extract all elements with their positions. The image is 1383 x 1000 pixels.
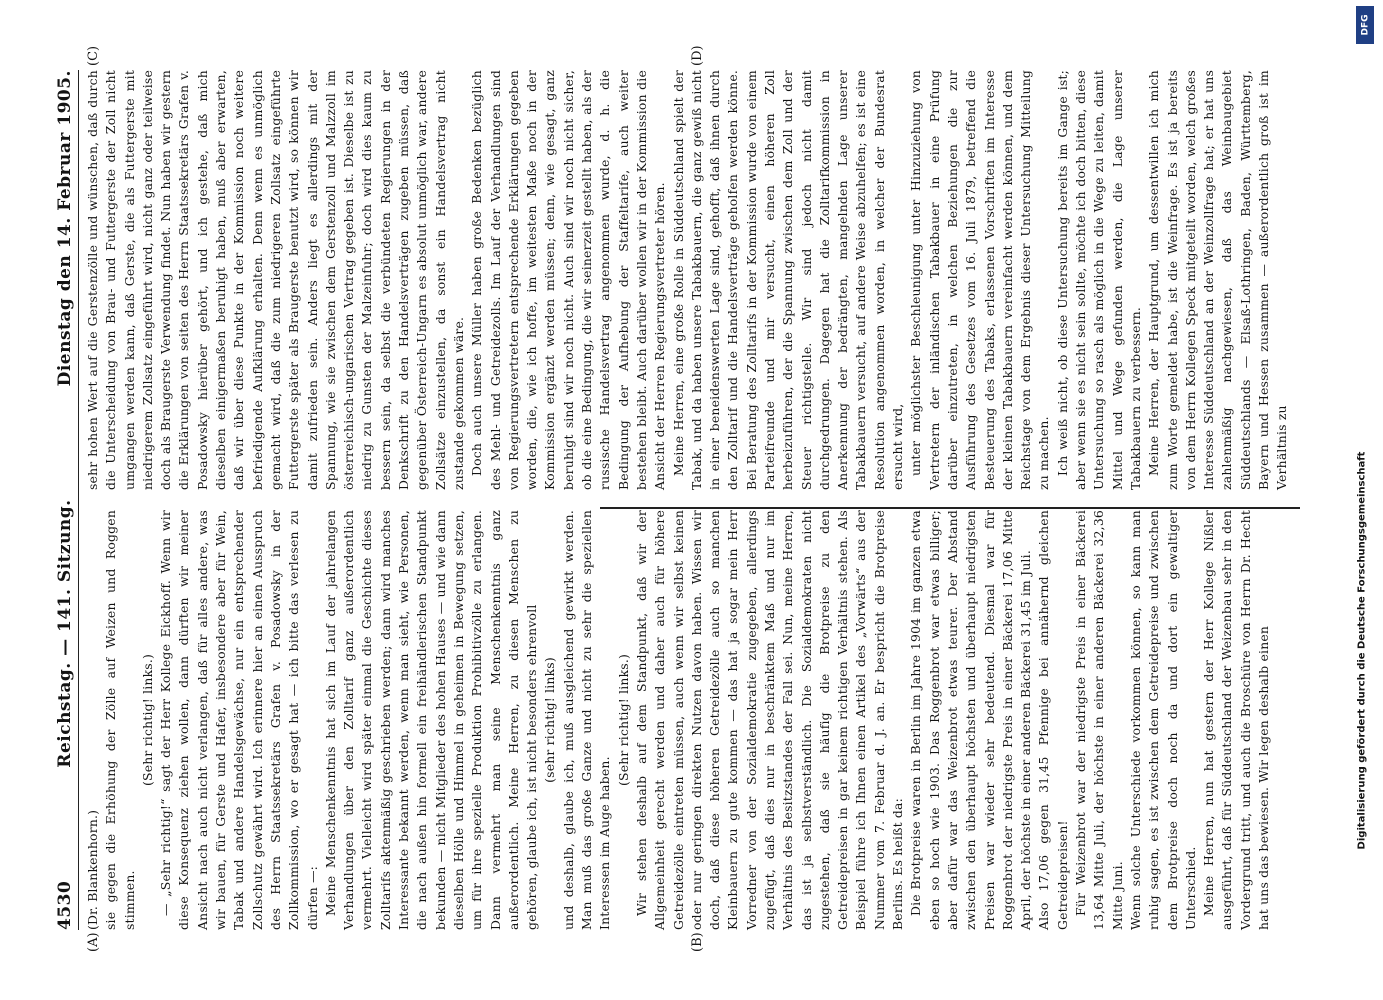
column-divider	[600, 508, 1300, 510]
paragraph: Meine Herren, nun hat gestern der Herr Kollege Nißler ausgeführt, daß für Süddeutschland der Weizenbau sehr in den Vordergrund tritt, und auch die Broschüre von Herrn Dr. Hecht hat uns das bewiesen. Wir legen deshalb einen	[1201, 510, 1271, 930]
margin-mark-d: (D)	[690, 45, 705, 66]
paragraph: Doch auch unsere Müller haben große Bedenken bezüglich des Mehl- und Getreidezolls. Im Lauf der Verhandlungen sind von Regierungsvertretern entsprechende Erklärungen gegeben worden, die, wie ich hoffe, im weitesten Maße noch in der Kommission ergänzt werden müssen; denn, wie gesagt, ganz beruhigt sind wir noch nicht. Auch sind wir noch nicht sicher, ob die eine Bedingung, die wir seinerzeit gestellt haben, als der russische Handelsvertrag angenommen wurde, d. h. die Bedingung der Aufhebung der Staffeltarife, auch weiter bestehen bleibt. Auch darüber wollen wir in der Kommission die Ansicht der Herren Regierungsvertreter hören.	[469, 70, 668, 490]
session-date: Dienstag den 14. Februar 1905.	[55, 70, 75, 387]
paragraph: (Sehr richtig! links.)	[139, 653, 155, 787]
paragraph: (Sehr richtig! links.)	[615, 653, 631, 787]
paragraph: Meine Herren, der Hauptgrund, um dessentwillen ich mich zum Worte gemeldet habe, ist die Weinfrage. Es ist ja bereits von dem Herrn Kollegen Speck mitgeteilt worden, welch großes Interesse Süddeutschland an der Weinzollfrage hat; er hat uns zahlenmäßig nachgewiesen, daß das Weinbaugebiet Süddeutschlands — Elsaß-Lothringen, Baden, Württemberg, Bayern und Hessen zusammen — außerordentlich groß ist im Verhältnis zu	[1146, 70, 1290, 490]
paragraph: — „Sehr richtig!“ sagt der Herr Kollege Eickhoff. Wenn wir diese Konsequenz ziehen wollen, dann dürften wir meiner Ansicht nach auch nicht verlangen, daß für alles andere, was wir bauen, für Gerste und Hafer, insbesondere aber für Wein, Tabak und andere Handelsgewächse, nur ein entsprechender Zollschutz gewährt wird. Ich erinnere hier an einen Ausspruch des Herrn Staatssekretärs Grafen v. Posadowsky in der Zollkommission, wo er gesagt hat — ich bitte das verlesen zu dürfen —:	[158, 510, 320, 930]
paragraph: (Dr. Blankenhorn.)	[85, 809, 100, 930]
paragraph: Also 17,06 gegen 31,45 Pfennige bei annähernd gleichen Getreidepreisen!	[1036, 510, 1070, 930]
digitization-note: Digitalisierung gefördert durch die Deutsche Forschungsgemeinschaft	[1356, 451, 1368, 849]
margin-mark-c: (C)	[86, 45, 101, 66]
left-text-column	[84, 510, 1273, 930]
margin-mark-a: (A)	[86, 932, 101, 952]
paragraph: Die Brotpreise waren in Berlin im Jahre 1904 im ganzen etwa eben so hoch wie 1903. Das Roggenbrot war etwas billiger; aber dafür war das Weizenbrot etwas teurer. Der Abstand zwischen den überhaupt höchsten und überhaupt niedrigsten Preisen war wieder sehr bedeutend. Diesmal war für Roggenbrot der niedrigste Preis in einer Bäckerei 17,06 Mitte April, der höchste in einer anderen Bäckerei 31,45 im Juli.	[908, 510, 1034, 930]
paragraph: Für Weizenbrot war der niedrigste Preis in einer Bäckerei 13,64 Mitte Juli, der höchste in einer anderen Bäckerei 32,36 Mitte Juni.	[1073, 510, 1125, 930]
margin-mark-b: (B)	[690, 932, 705, 952]
session-title: Reichstag. — 141. Sitzung.	[55, 499, 75, 768]
paragraph: Meine Menschenkenntnis hat sich im Lauf der jahrelangen Verhandlungen über den Zolltarif ganz außerordentlich vermehrt. Vielleicht wird später einmal die Geschichte dieses Zolltarifs aktenmäßig geschrieben werden; dann wird manches Interessante bekannt werden, wenn man sieht, wie Personen, die nach außen hin formell ein freihändlerischen Standpunkt bekunden — nicht Mitglieder des hohen Hauses — und wie dann dieselben Hölle und Himmel in geheimen in Bewegung setzen, um für ihre spezielle Produktion Prohibitivzölle zu erlangen. Dann vermehrt man seine Menschenkenntnis ganz außerordentlich. Meine Herren, zu diesen Menschen zu gehören, glaube ich, ist nicht besonders ehrenvoll	[322, 510, 540, 930]
paragraph: Meine Herren, eine große Rolle in Süddeutschland spielt der Tabak, und da haben unsere Tabakbauern, die ganz gewiß nicht in einer beneidenswerten Lage sind, gehofft, daß ihnen durch den Zolltarif und die Handelsverträge geholfen werden könne. Bei Beratung des Zolltarifs in der Kommission wurde von einem Parteifreunde und mir versucht, einen höheren Zoll herbeizuführen, der die Spannung zwischen dem Zoll und der Steuer richtigstelle. Wir sind jedoch nicht damit durchgedrungen. Dagegen hat die Zolltarifkommission in Anerkennung der bedrängten, mangelnden Lage unserer Tabakbauern versucht, auf andere Weise abzuhelfen; es ist eine Resolution angenommen worden, in welcher der Bundesrat ersucht wird,	[670, 70, 906, 490]
paragraph: unter möglichster Beschleunigung unter Hinzuziehung von Vertretern der inländischen Tabakbauer in eine Prüfung darüber einzutreten, in welchen Beziehungen die zur Ausführung des Gesetzes vom 16. Juli 1879, betreffend die Besteuerung des Tabaks, erlassenen Vorschriften im Interesse der kleinen Tabakbauern vereinfacht werden können, und dem Reichstage von dem Ergebnis dieser Untersuchung Mitteilung zu machen.	[908, 70, 1052, 490]
paragraph: sie gegen die Erhöhung der Zölle auf Weizen und Roggen stimmen.	[103, 510, 137, 930]
page-header	[52, 70, 79, 930]
dfg-logo: DFG	[1356, 6, 1374, 44]
paragraph: Wenn solche Unterschiede vorkommen können, so kann man ruhig sagen, es ist zwischen dem Getreidepreise und zwischen dem Brotpreise doch noch da und dort ein gewaltiger Unterschied.	[1127, 510, 1198, 930]
paragraph: Wir stehen deshalb auf dem Standpunkt, daß wir der Allgemeinheit gerecht werden und daher auch für höhere Getreidezölle eintreten müssen, auch wenn wir selbst keinen oder nur geringen direkten Nutzen davon haben. Wissen wir doch, daß diese höheren Getreidezölle auch so manchen Kleinbauern zu gute kommen — das hat ja sogar mein Herr Vorredner von der Sozialdemokratie zugegeben, allerdings zugefügt, daß dies nur in beschränktem Maß und nur im Verhältnis des Besitzstandes der Fall sei. Nun, meine Herren, das ist ja selbstverständlich. Die Sozialdemokraten nicht zugestehen, daß sie häufig die Brotpreise zu den Getreidepreisen in gar keinem richtigen Verhältnis stehen. Als Beispiel führe ich Ihnen einen Artikel des „Vorwärts“ aus der Nummer vom 7. Februar d. J. an. Er bespricht die Brotpreise Berlins. Es heißt da:	[633, 510, 906, 930]
paragraph: und deshalb, glaube ich, muß ausgleichend gewirkt werden. Man muß das große Ganze und nicht zu sehr die speziellen Interessen im Auge haben.	[560, 510, 613, 930]
right-text-column	[84, 70, 1292, 490]
paragraph: Ich weiß nicht, ob diese Untersuchung bereits im Gange ist; aber wenn sie es nicht sein sollte, möchte ich doch bitten, diese Untersuchung so rasch als möglich in die Wege zu leiten, damit Mittel und Wege gefunden werden, die Lage unserer Tabakbauern zu verbessern.	[1054, 70, 1143, 490]
paragraph: sehr hohen Wert auf die Gerstenzölle und wünschen, daß durch die Unterscheidung von Brau- und Futtergerste der Zoll nicht umgangen werden kann, daß Gerste, die als Futtergerste mit niedrigerem Zollsatz eingeführt wird, nicht ganz oder teilweise doch als Braugerste Verwendung findet. Nun haben wir gestern die Erklärungen von seiten des Herrn Staatssekretärs Grafen v. Posadowsky hierüber gehört, und ich gestehe, daß mich dieselben einigermaßen beruhigt haben, muß aber erwarten, daß wir über diese Punkte in der Kommission noch weitere befriedigende Aufklärung erhalten. Denn wenn es unmöglich gemacht wird, daß die zum niedrigeren Zollsatz eingeführte Futtergerste später als Braugerste benutzt wird, so können wir damit zufrieden sein. Anders liegt es allerdings mit der Spannung, wie sie zwischen dem Gerstenzoll und Malzzoll im österreichisch-ungarischen Vertrag gegeben ist. Dieselbe ist zu niedrig zu Gunsten der Malzeinfuhr; doch wird dies kaum zu bessern sein, da selbst die verbündeten Regierungen in der Denkschrift zu den Handelsverträgen zugeben müssen, daß gegenüber Österreich-Ungarn es absolut unmöglich war, andere Zollsätze einzustellen, da sonst ein Handelsvertrag nicht zustande gekommen wäre.	[85, 70, 466, 490]
page-number: 4530	[55, 880, 75, 930]
paragraph: (sehr richtig! links)	[542, 657, 558, 783]
